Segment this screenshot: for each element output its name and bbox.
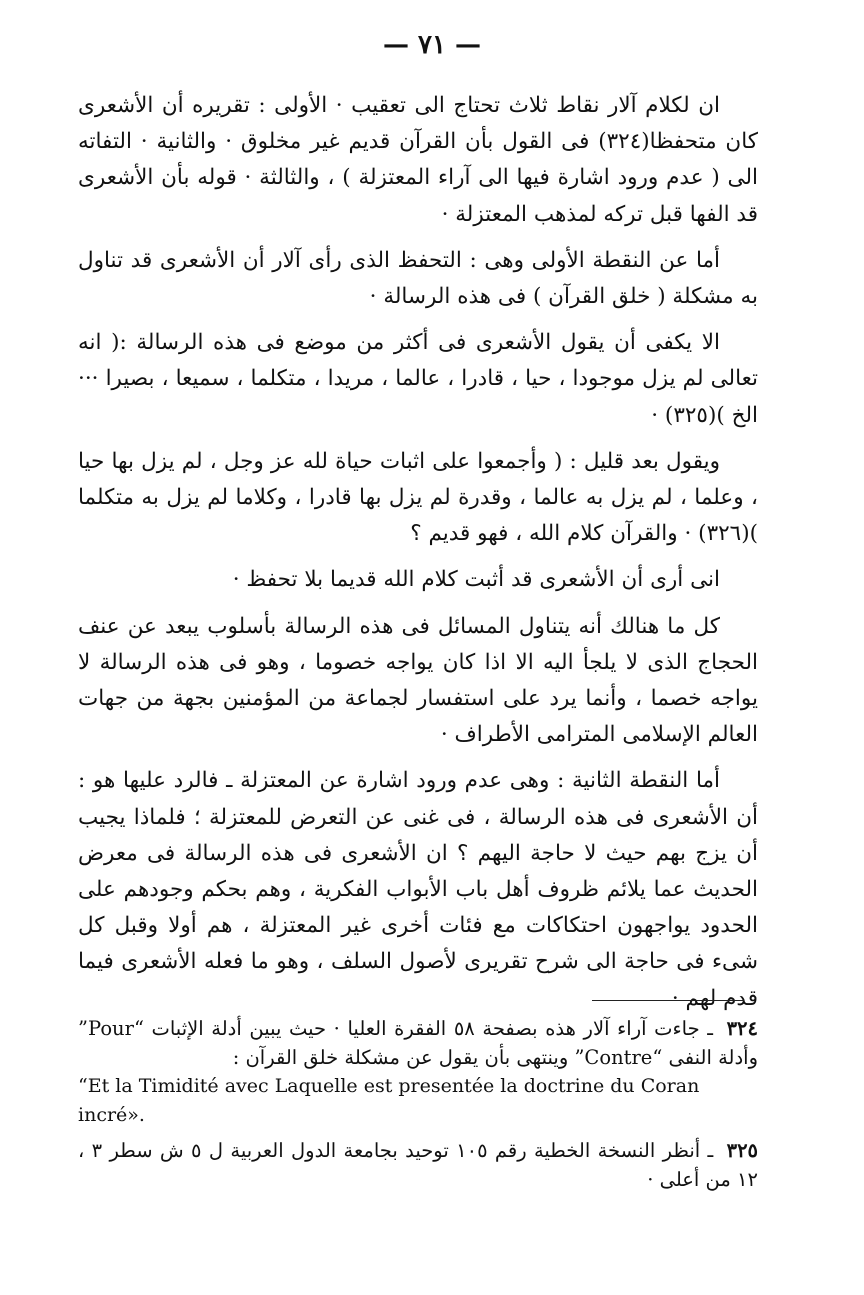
paragraph: ان لكلام آلار نقاط ثلاث تحتاج الى تعقيب · الأولى : تقريره أن الأشعرى كان متحفظا(٣٢٤) فى القول بأن القرآن قديم غير مخلوق · والثانية · التفاته الى ( عدم ورود اشارة فيها الى آراء المعتزلة ) ، والثالثة · قوله بأن الأشعرى قد الفها قبل تركه لمذهب المعتزلة · xyxy=(78,93,758,227)
paragraph: ويقول بعد قليل : ( وأجمعوا على اثبات حياة لله عز وجل ، لم يزل بها حيا ، وعلما ، لم يزل به عالما ، وقدرة لم يزل بها قادرا ، وكلاما لم يزل به متكلما )(٣٢٦) · والقرآن كلام الله ، فهو قديم ؟ xyxy=(78,448,758,547)
footnote-text: ـ أنظر النسخة الخطية رقم ١٠٥ توحيد بجامعة الدول العربية ل ٥ ش سطر ٣ ، ١٢ من أعلى · xyxy=(78,1139,758,1191)
paragraph: أما عن النقطة الأولى وهى : التحفظ الذى رأى آلار أن الأشعرى قد تناول به مشكلة ( خلق القرآن ) فى هذه الرسالة · xyxy=(78,247,758,310)
paragraph: كل ما هنالك أنه يتناول المسائل فى هذه الرسالة بأسلوب يبعد عن عنف الحجاج الذى لا يلجأ اليه الا اذا كان يواجه خصوما ، وهو فى هذه الرسالة لا يواجه خصما ، وأنما يرد على استفسار لجماعة من المؤمنين بجهة من جهات العالم الإسلامى المترامى الأطراف · xyxy=(78,613,758,748)
paragraph: أما النقطة الثانية : وهى عدم ورود اشارة عن المعتزلة ـ فالرد عليها هو : أن الأشعرى فى هذه الرسالة ، فى غنى عن التعرض للمعتزلة ؛ فلماذا يجيب أن يزج بهم حيث لا حاجة اليهم ؟ ان الأشعرى فى هذه الرسالة فى معرض الحديث عما يلائم ظروف أهل باب الأبواب الفكرية ، وهم بحكم وجودهم على الحدود يواجهون احتكاكات مع فئات أخرى غير المعتزلة ، هم أولا وقبل كل شىء فى حاجة الى شرح تقريرى لأصول السلف ، وهو ما فعله الأشعرى فيما قدم لهم · xyxy=(78,768,758,1011)
footnote-text: ـ جاءت آراء آلار هذه بصفحة ٥٨ الفقرة العليا · حيث يبين أدلة الإثبات “Pour” وأدلة النفى “Contre” وينتهى بأن يقول عن مشكلة خلق القرآن : xyxy=(78,1017,758,1069)
main-text xyxy=(78,88,758,1027)
page-number: — ٧١ — xyxy=(382,30,482,60)
footnotes xyxy=(78,1014,758,1200)
footnote-number: ٣٢٥ xyxy=(726,1139,759,1162)
footnote-number: ٣٢٤ xyxy=(726,1017,758,1040)
footnote xyxy=(78,1136,758,1194)
footnote-divider xyxy=(592,1000,744,1001)
footnote-quote-latin: “Et la Timidité avec Laquelle est presentée la doctrine du Coran incré». xyxy=(78,1075,700,1126)
paragraph: الا يكفى أن يقول الأشعرى فى أكثر من موضع فى هذه الرسالة :( انه تعالى لم يزل موجودا ، حيا ، قادرا ، عالما ، مريدا ، متكلما ، سميعا ، بصيرا ··· الخ )(٣٢٥) · xyxy=(78,330,758,428)
paragraph: انى أرى أن الأشعرى قد أثبت كلام الله قديما بلا تحفظ · xyxy=(232,567,720,593)
footnote xyxy=(78,1014,758,1130)
